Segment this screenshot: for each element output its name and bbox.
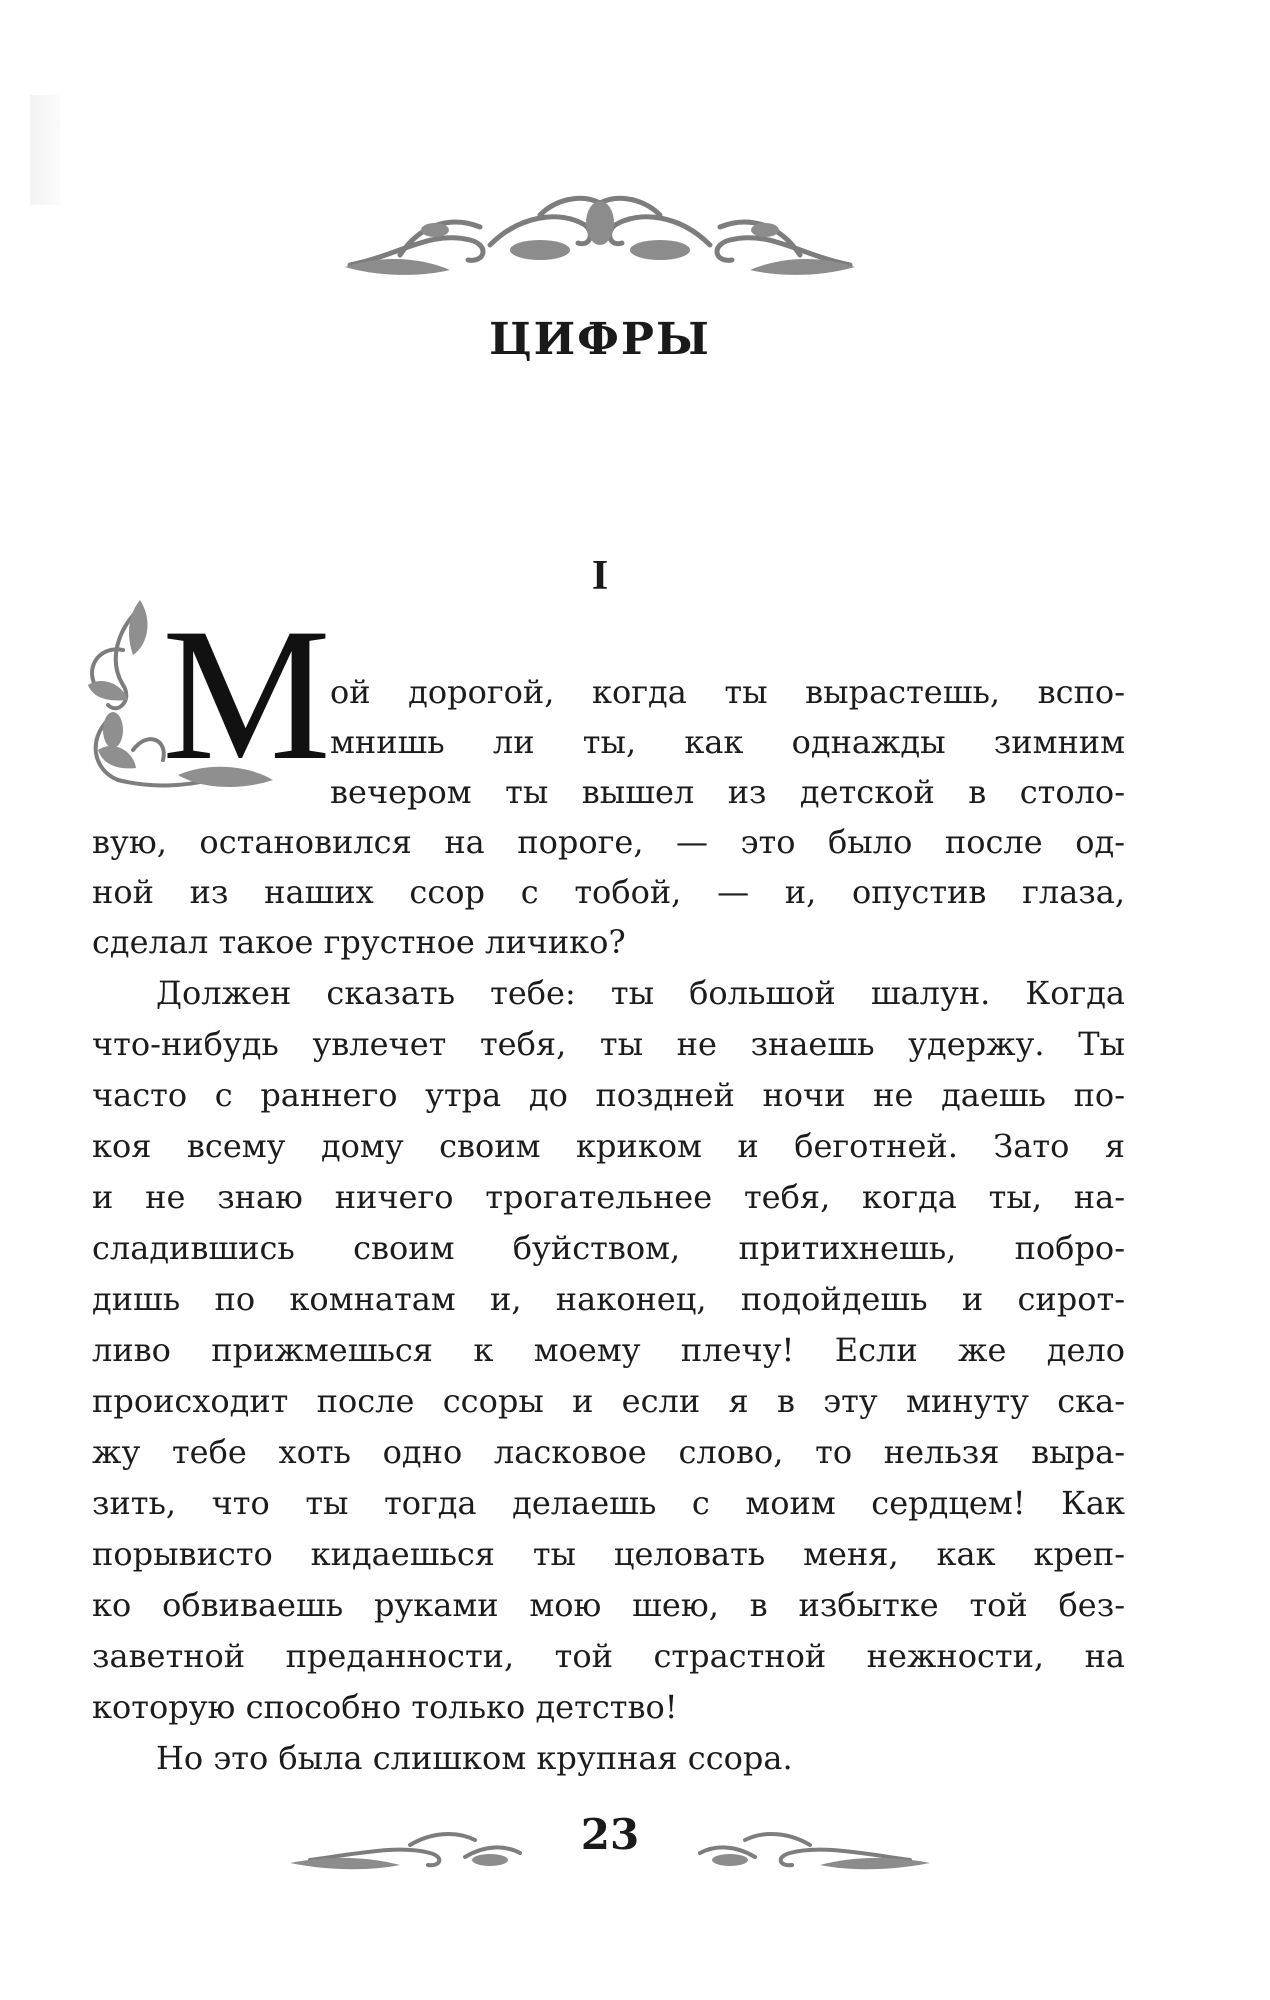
drop-cap-letter: М [162,590,331,800]
text-line: заветной преданности, той страстной нежности, на [92,1637,1125,1675]
text-line: ливо прижмешься к моему плечу! Если же дело [92,1331,1125,1369]
text-line: сладившись своим буйством, притихнешь, побро- [92,1229,1125,1267]
text-line: коя всему дому своим криком и беготней. Зато я [92,1127,1125,1165]
text-line: Должен сказать тебе: ты большой шалун. Когда [156,974,1125,1012]
text-line: ко обвиваешь руками мою шею, в избытке той без- [92,1586,1125,1624]
text-line: часто с раннего утра до поздней ночи не даешь по- [92,1076,1125,1114]
text-line: мнишь ли ты, как однажды зимним [330,723,1125,761]
text-line: ной из наших ссор с тобой, — и, опустив глаза, [92,873,1125,911]
text-line: жу тебе хоть одно ласковое слово, то нельзя выра- [92,1433,1125,1471]
text-line: происходит после ссоры и если я в эту минуту ска- [92,1382,1125,1420]
text-line: сделал такое грустное личико? [92,923,626,961]
text-line: вую, остановился на пороге, — это было после од- [92,823,1125,861]
chapter-numeral: I [591,553,609,599]
text-line: дишь по комнатам и, наконец, подойдешь и сирот- [92,1280,1125,1318]
text-line: что-нибудь увлечет тебя, ты не знаешь удержу. Ты [92,1025,1125,1063]
text-line: вечером ты вышел из детской в столо- [330,773,1125,811]
text-line: и не знаю ничего трогательнее тебя, когда ты, на- [92,1178,1125,1216]
text-line: ой дорогой, когда ты вырастешь, вспо- [330,673,1125,711]
text-line: которую способно только детство! [92,1688,678,1726]
page-number: 23 [580,1810,640,1859]
page-scan-smudge [30,95,60,205]
text-line: Но это была слишком крупная ссора. [156,1739,793,1777]
chapter-title: ЦИФРЫ [489,314,711,365]
text-line: порывисто кидаешься ты целовать меня, как креп- [92,1535,1125,1573]
text-line: зить, что ты тогда делаешь с моим сердцем! Как [92,1484,1125,1522]
top-ornament-icon [340,185,860,285]
